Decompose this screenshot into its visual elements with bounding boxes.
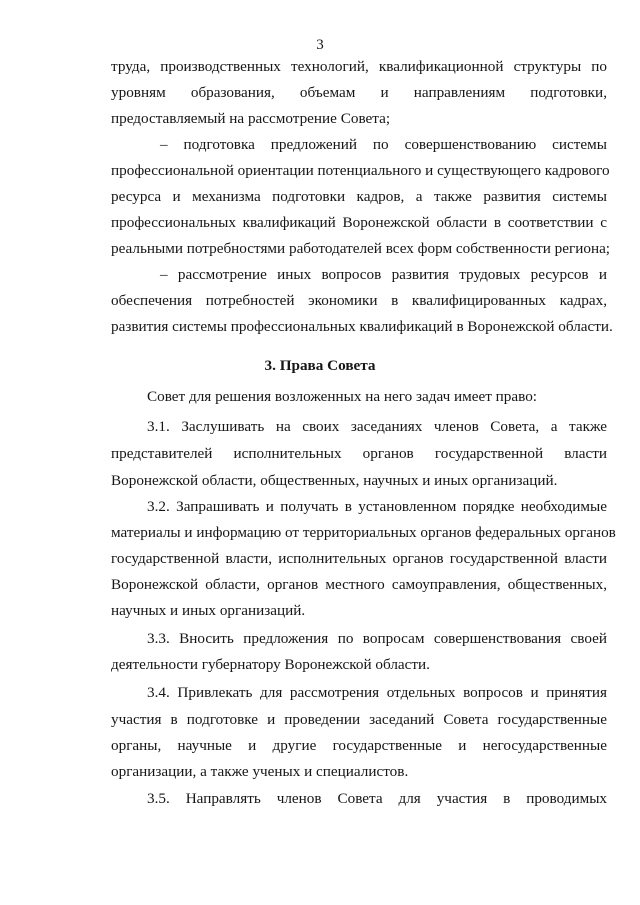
text-line: профессиональных квалификаций Воронежской области в соответствии с: [111, 214, 607, 231]
text-line: участия в подготовке и проведении заседаний Совета государственные: [111, 711, 607, 728]
text-line: профессиональной ориентации потенциального и существующего кадрового: [111, 162, 610, 179]
text-line: Совет для решения возложенных на него задач имеет право:: [147, 388, 538, 405]
text-line: 3.1. Заслушивать на своих заседаниях членов Совета, а также: [147, 418, 607, 435]
text-line: труда, производственных технологий, квалификационной структуры по: [111, 58, 607, 75]
text-line: уровням образования, объемам и направлениям подготовки,: [111, 84, 607, 101]
text-line: научных и иных организаций.: [111, 602, 306, 619]
text-line: обеспечения потребностей экономики в квалифицированных кадрах,: [111, 292, 607, 309]
text-line: материалы и информацию от территориальных органов федеральных органов: [111, 524, 616, 541]
text-line: государственной власти, исполнительных органов государственной власти: [111, 550, 607, 567]
text-line: реальными потребностями работодателей всех форм собственности региона;: [111, 240, 611, 257]
text-line: организации, а также ученых и специалистов.: [111, 763, 409, 780]
text-line: 3.2. Запрашивать и получать в установленном порядке необходимые: [147, 498, 607, 515]
text-line: предоставляемый на рассмотрение Совета;: [111, 110, 391, 127]
text-line: 3.3. Вносить предложения по вопросам совершенствования своей: [147, 630, 607, 647]
section-heading: 3. Права Совета: [264, 357, 376, 374]
text-line: Воронежской области, общественных, научных и иных организаций.: [111, 472, 558, 489]
text-line: ресурса и механизма подготовки кадров, а также развития системы: [111, 188, 607, 205]
text-line: представителей исполнительных органов государственной власти: [111, 445, 607, 462]
text-line: деятельности губернатору Воронежской области.: [111, 656, 430, 673]
text-line: Воронежской области, органов местного самоуправления, общественных,: [111, 576, 607, 593]
text-line: – рассмотрение иных вопросов развития трудовых ресурсов и: [160, 266, 607, 283]
page-number: 3: [316, 37, 324, 53]
text-line: – подготовка предложений по совершенствованию системы: [160, 136, 607, 153]
text-line: 3.5. Направлять членов Совета для участия в проводимых: [147, 790, 607, 807]
text-line: 3.4. Привлекать для рассмотрения отдельных вопросов и принятия: [147, 684, 607, 701]
text-line: органы, научные и другие государственные и негосударственные: [111, 737, 607, 754]
text-line: развития системы профессиональных квалификаций в Воронежской области.: [111, 318, 613, 335]
